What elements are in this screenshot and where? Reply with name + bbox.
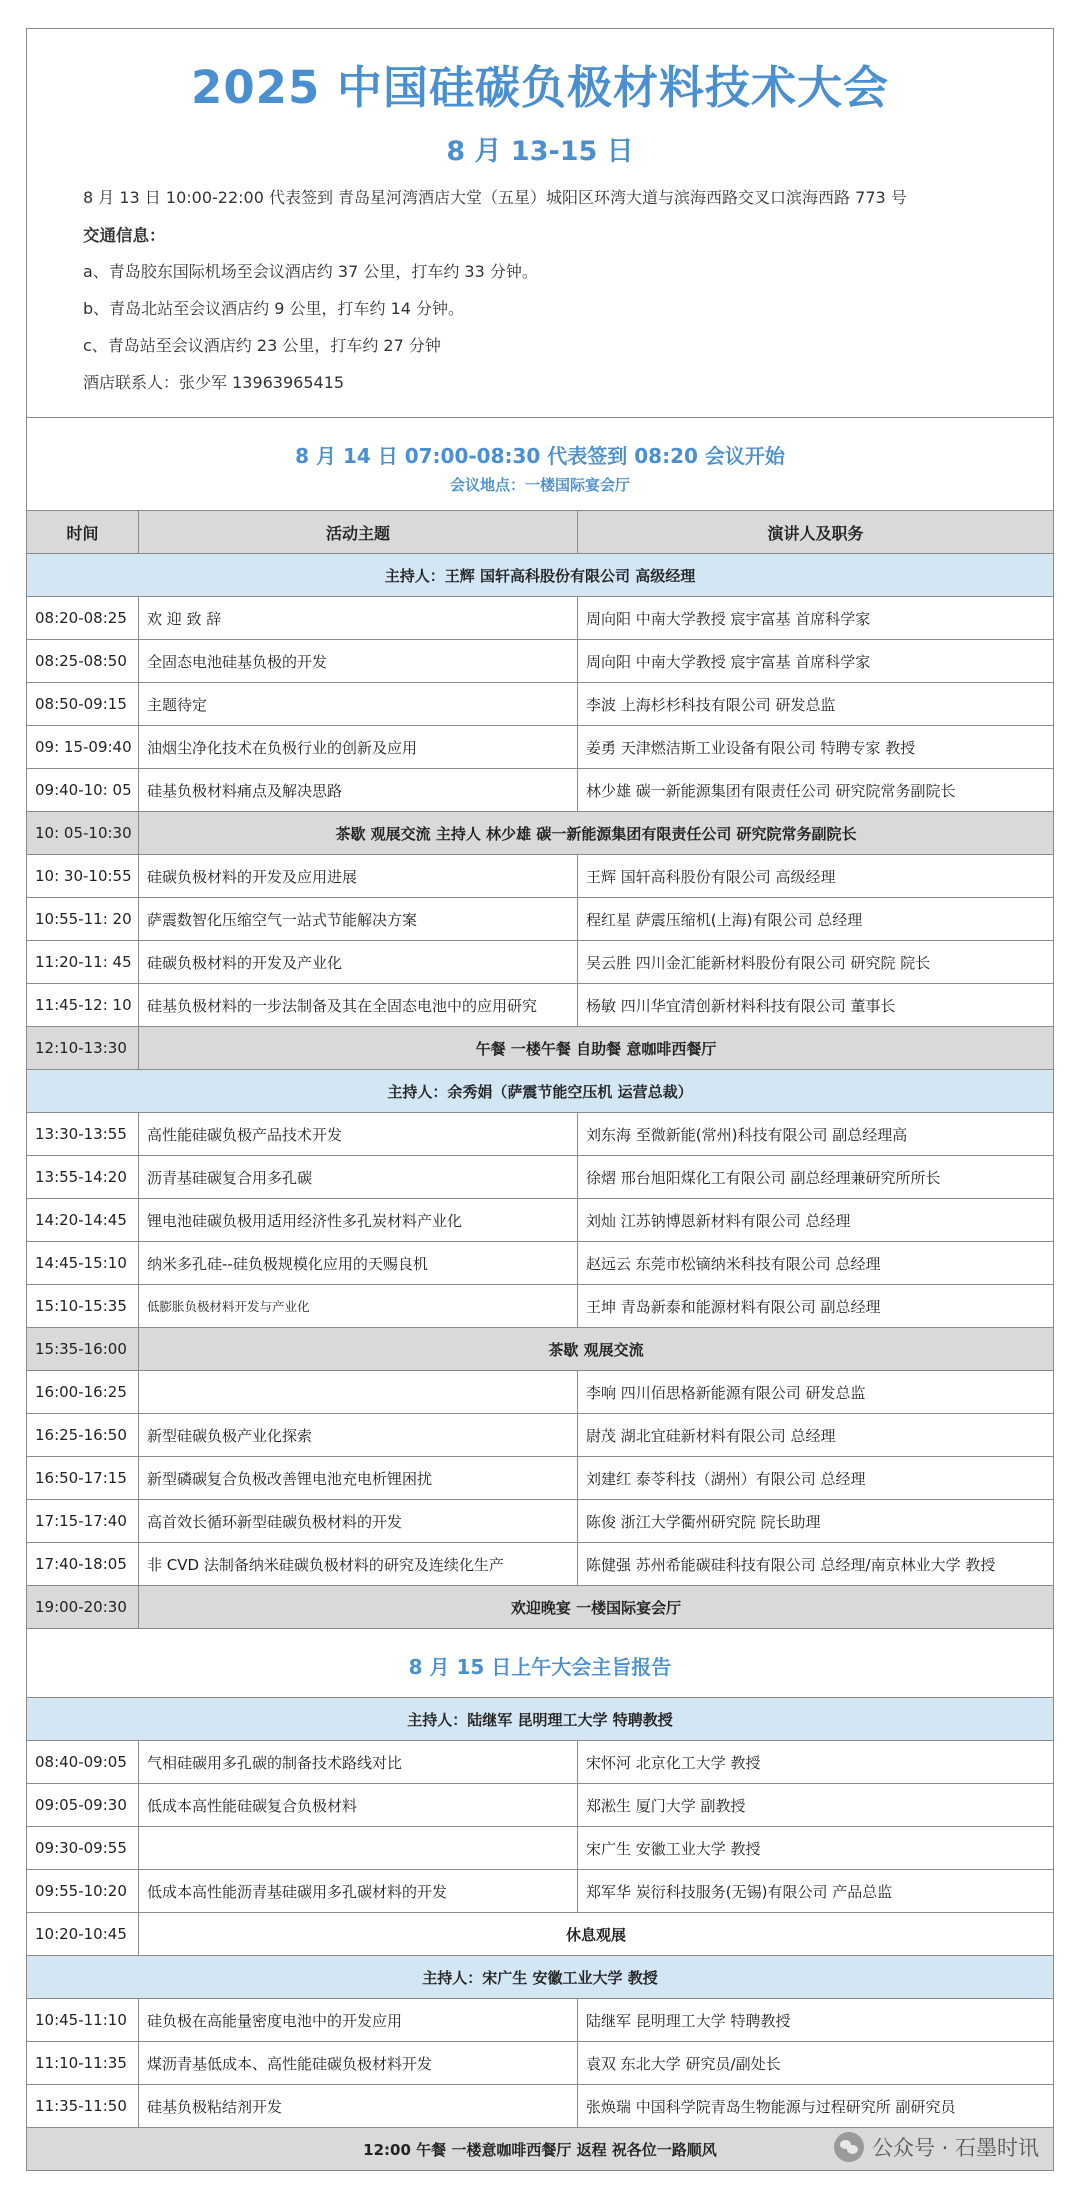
break-row — [27, 812, 1053, 855]
topic-cell: 沥青基硅碳复合用多孔碳 — [139, 1156, 578, 1198]
day15-heading — [27, 1629, 1053, 1698]
time-cell: 16:50-17:15 — [27, 1457, 139, 1499]
closing-text: 12:00 午餐 一楼意咖啡西餐厅 返程 祝各位一路顺风 — [363, 2141, 717, 2159]
time-cell: 13:55-14:20 — [27, 1156, 139, 1198]
day14-heading — [27, 418, 1053, 511]
speaker-cell: 周向阳 中南大学教授 宸宇富基 首席科学家 — [586, 609, 871, 628]
table-row — [27, 984, 1053, 1027]
table-row — [27, 1113, 1053, 1156]
topic-cell: 硅基负极材料痛点及解决思路 — [139, 769, 578, 811]
topic-cell: 硅负极在高能量密度电池中的开发应用 — [139, 1999, 578, 2041]
topic-cell: 锂电池硅碳负极用适用经济性多孔炭材料产业化 — [139, 1199, 578, 1241]
topic-cell: 非 CVD 法制备纳米硅碳负极材料的研究及连续化生产 — [139, 1543, 578, 1585]
speaker-cell: 尉茂 湖北宜硅新材料有限公司 总经理 — [586, 1426, 836, 1445]
break-label: 休息观展 — [565, 1925, 626, 1944]
conference-dates: 8 月 13-15 日 — [446, 136, 634, 167]
topic-cell: 低成本高性能沥青基硅碳用多孔碳材料的开发 — [139, 1870, 578, 1912]
speaker-cell: 姜勇 天津燃洁斯工业设备有限公司 特聘专家 教授 — [586, 738, 916, 757]
table-row — [27, 1242, 1053, 1285]
host-row: 主持人：陆继军 昆明理工大学 特聘教授 — [27, 1698, 1053, 1741]
table-row — [27, 640, 1053, 683]
break-label: 茶歇 观展交流 主持人 林少雄 碳一新能源集团有限责任公司 研究院常务副院长 — [335, 824, 857, 843]
time-cell: 12:10-13:30 — [27, 1027, 139, 1069]
table-row — [27, 898, 1053, 941]
speaker-cell: 张焕瑞 中国科学院青岛生物能源与过程研究所 副研究员 — [586, 2097, 956, 2116]
day14-title: 8 月 14 日 07:00-08:30 代表签到 08:20 会议开始 — [295, 444, 785, 468]
day15-schedule — [27, 1698, 1053, 2128]
time-cell: 11:20-11: 45 — [27, 941, 139, 983]
time-cell: 08:40-09:05 — [27, 1741, 139, 1783]
host-row: 主持人：余秀娟（萨震节能空压机 运营总裁） — [27, 1070, 1053, 1113]
table-row — [27, 1870, 1053, 1913]
time-cell: 14:20-14:45 — [27, 1199, 139, 1241]
topic-cell: 高性能硅碳负极产品技术开发 — [139, 1113, 578, 1155]
speaker-cell: 杨敏 四川华宜清创新材料科技有限公司 董事长 — [586, 996, 896, 1015]
break-row — [27, 1328, 1053, 1371]
table-row — [27, 1999, 1053, 2042]
speaker-cell: 刘东海 至微新能(常州)科技有限公司 副总经理高 — [586, 1125, 908, 1144]
day14-venue: 会议地点：一楼国际宴会厅 — [449, 476, 630, 494]
topic-cell: 硅基负极材料的一步法制备及其在全固态电池中的应用研究 — [139, 984, 578, 1026]
table-header — [27, 511, 1053, 554]
speaker-cell: 陆继军 昆明理工大学 特聘教授 — [586, 2011, 791, 2030]
time-cell: 17:40-18:05 — [27, 1543, 139, 1585]
column-header-speaker: 演讲人及职务 — [767, 523, 864, 543]
table-row — [27, 2042, 1053, 2085]
traffic-line-b: b、青岛北站至会议酒店约 9 公里，打车约 14 分钟。 — [83, 299, 465, 318]
topic-cell: 萨震数智化压缩空气一站式节能解决方案 — [139, 898, 578, 940]
speaker-cell: 赵远云 东莞市松镝纳米科技有限公司 总经理 — [586, 1254, 881, 1273]
column-header-topic: 活动主题 — [139, 511, 578, 553]
time-cell: 16:25-16:50 — [27, 1414, 139, 1456]
time-cell: 08:50-09:15 — [27, 683, 139, 725]
speaker-cell: 周向阳 中南大学教授 宸宇富基 首席科学家 — [586, 652, 871, 671]
topic-cell: 新型硅碳负极产业化探索 — [139, 1414, 578, 1456]
time-cell: 14:45-15:10 — [27, 1242, 139, 1284]
topic-cell: 硅碳负极材料的开发及应用进展 — [139, 855, 578, 897]
speaker-cell: 李波 上海杉杉科技有限公司 研发总监 — [586, 695, 836, 714]
time-cell: 15:35-16:00 — [27, 1328, 139, 1370]
topic-cell: 新型磷碳复合负极改善锂电池充电析锂困扰 — [139, 1457, 578, 1499]
topic-cell: 主题待定 — [139, 683, 578, 725]
table-row — [27, 1827, 1053, 1870]
speaker-cell: 宋广生 安徽工业大学 教授 — [586, 1839, 761, 1858]
topic-cell: 纳米多孔硅--硅负极规模化应用的天赐良机 — [139, 1242, 578, 1284]
table-row — [27, 1741, 1053, 1784]
speaker-cell: 徐熠 邢台旭阳煤化工有限公司 副总经理兼研究所所长 — [586, 1168, 941, 1187]
speaker-cell: 袁双 东北大学 研究员/副处长 — [586, 2054, 781, 2073]
break-row — [27, 1913, 1053, 1956]
table-row — [27, 726, 1053, 769]
day15-title: 8 月 15 日上午大会主旨报告 — [408, 1655, 672, 1679]
table-row — [27, 855, 1053, 898]
table-row — [27, 1156, 1053, 1199]
hotel-contact: 酒店联系人：张少军 13963965415 — [83, 373, 345, 392]
table-row — [27, 1285, 1053, 1328]
speaker-cell: 程红星 萨震压缩机(上海)有限公司 总经理 — [586, 910, 863, 929]
page-title: 2025 中国硅碳负极材料技术大会 — [191, 61, 889, 114]
traffic-line-a: a、青岛胶东国际机场至会议酒店约 37 公里，打车约 33 分钟。 — [83, 262, 538, 281]
table-row — [27, 1500, 1053, 1543]
speaker-cell: 陈俊 浙江大学衢州研究院 院长助理 — [586, 1512, 821, 1531]
topic-cell — [139, 1827, 578, 1869]
column-header-time: 时间 — [27, 511, 139, 553]
day14-schedule — [27, 554, 1053, 1629]
topic-cell: 全固态电池硅基负极的开发 — [139, 640, 578, 682]
speaker-cell: 刘灿 江苏钠博恩新材料有限公司 总经理 — [586, 1211, 851, 1230]
host-row: 主持人：王辉 国轩高科股份有限公司 高级经理 — [27, 554, 1053, 597]
break-label: 午餐 一楼午餐 自助餐 意咖啡西餐厅 — [475, 1039, 717, 1058]
table-row — [27, 1199, 1053, 1242]
registration-line: 8 月 13 日 10:00-22:00 代表签到 青岛星河湾酒店大堂（五星）城阳区环湾大道与滨海西路交叉口滨海西路 773 号 — [83, 188, 907, 207]
table-row — [27, 941, 1053, 984]
wechat-icon — [834, 2132, 864, 2162]
closing-row — [27, 2128, 1053, 2170]
time-cell: 10:55-11: 20 — [27, 898, 139, 940]
table-row — [27, 1371, 1053, 1414]
time-cell: 19:00-20:30 — [27, 1586, 139, 1628]
time-cell: 08:25-08:50 — [27, 640, 139, 682]
speaker-cell: 陈健强 苏州希能碳硅科技有限公司 总经理/南京林业大学 教授 — [586, 1555, 996, 1574]
time-cell: 11:45-12: 10 — [27, 984, 139, 1026]
time-cell: 09:40-10: 05 — [27, 769, 139, 811]
time-cell: 08:20-08:25 — [27, 597, 139, 639]
watermark — [834, 2132, 1039, 2162]
table-row — [27, 769, 1053, 812]
time-cell: 11:10-11:35 — [27, 2042, 139, 2084]
host-row: 主持人：宋广生 安徽工业大学 教授 — [27, 1956, 1053, 1999]
break-label: 茶歇 观展交流 — [548, 1340, 644, 1359]
topic-cell: 气相硅碳用多孔碳的制备技术路线对比 — [139, 1741, 578, 1783]
speaker-cell: 郑淞生 厦门大学 副教授 — [586, 1796, 746, 1815]
agenda-header — [27, 29, 1053, 418]
speaker-cell: 宋怀河 北京化工大学 教授 — [586, 1753, 761, 1772]
speaker-cell: 王辉 国轩高科股份有限公司 高级经理 — [586, 867, 836, 886]
table-row — [27, 597, 1053, 640]
break-label: 欢迎晚宴 一楼国际宴会厅 — [510, 1598, 682, 1617]
speaker-cell: 王坤 青岛新泰和能源材料有限公司 副总经理 — [586, 1297, 881, 1316]
speaker-cell: 李响 四川佰思格新能源有限公司 研发总监 — [586, 1383, 866, 1402]
time-cell: 09:55-10:20 — [27, 1870, 139, 1912]
time-cell: 15:10-15:35 — [27, 1285, 139, 1327]
table-row — [27, 1543, 1053, 1586]
break-row — [27, 1027, 1053, 1070]
time-cell: 10:20-10:45 — [27, 1913, 139, 1955]
time-cell: 11:35-11:50 — [27, 2085, 139, 2127]
time-cell: 17:15-17:40 — [27, 1500, 139, 1542]
agenda-document — [26, 28, 1054, 2171]
topic-cell: 油烟尘净化技术在负极行业的创新及应用 — [139, 726, 578, 768]
time-cell: 10: 30-10:55 — [27, 855, 139, 897]
speaker-cell: 吴云胜 四川金汇能新材料股份有限公司 研究院 院长 — [586, 953, 931, 972]
time-cell: 13:30-13:55 — [27, 1113, 139, 1155]
traffic-line-c: c、青岛站至会议酒店约 23 公里，打车约 27 分钟 — [83, 336, 441, 355]
table-row — [27, 683, 1053, 726]
table-row — [27, 1457, 1053, 1500]
table-row — [27, 1414, 1053, 1457]
speaker-cell: 刘建红 泰苓科技（湖州）有限公司 总经理 — [586, 1469, 866, 1488]
topic-cell: 硅基负极粘结剂开发 — [139, 2085, 578, 2127]
time-cell: 10: 05-10:30 — [27, 812, 139, 854]
time-cell: 09:05-09:30 — [27, 1784, 139, 1826]
time-cell: 09: 15-09:40 — [27, 726, 139, 768]
traffic-heading: 交通信息： — [83, 226, 166, 245]
table-row — [27, 1784, 1053, 1827]
topic-cell: 高首效长循环新型硅碳负极材料的开发 — [139, 1500, 578, 1542]
time-cell: 10:45-11:10 — [27, 1999, 139, 2041]
topic-cell: 硅碳负极材料的开发及产业化 — [139, 941, 578, 983]
watermark-text: 公众号 · 石墨时讯 — [871, 2136, 1039, 2160]
break-row — [27, 1586, 1053, 1629]
speaker-cell: 林少雄 碳一新能源集团有限责任公司 研究院常务副院长 — [586, 781, 956, 800]
topic-cell: 欢 迎 致 辞 — [139, 597, 578, 639]
topic-cell: 低成本高性能硅碳复合负极材料 — [139, 1784, 578, 1826]
topic-cell — [139, 1371, 578, 1413]
topic-cell: 煤沥青基低成本、高性能硅碳负极材料开发 — [139, 2042, 578, 2084]
topic-cell: 低膨胀负极材料开发与产业化 — [139, 1285, 578, 1327]
table-row — [27, 2085, 1053, 2128]
speaker-cell: 郑军华 炭衍科技服务(无锡)有限公司 产品总监 — [586, 1882, 893, 1901]
time-cell: 09:30-09:55 — [27, 1827, 139, 1869]
time-cell: 16:00-16:25 — [27, 1371, 139, 1413]
